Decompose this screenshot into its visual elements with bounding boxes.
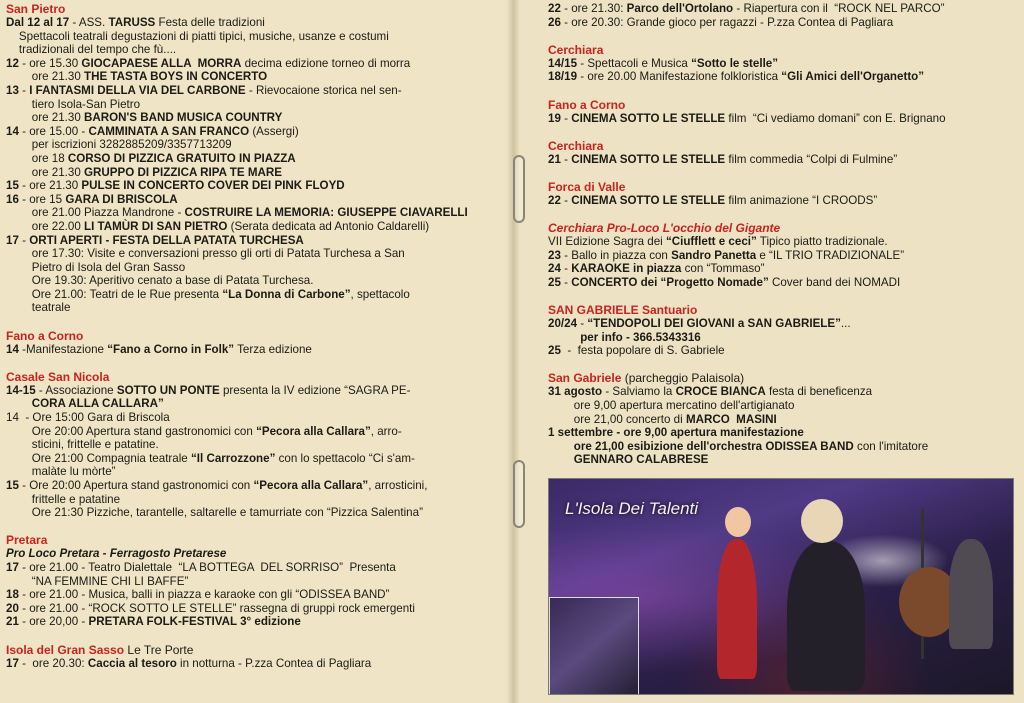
event-text-tail: film commedia “Colpi di Fulmine”	[725, 152, 898, 166]
event-line: Ore 19.30: Aperitivo cenato a base di Patata Turchesa.	[6, 274, 314, 288]
event-highlight: CINEMA SOTTO LE STELLE	[571, 193, 726, 207]
section-title	[548, 43, 1016, 57]
event-date: 21	[548, 152, 561, 166]
event-text: - ore 21.30	[18, 179, 82, 193]
event-text-tail: (Serata dedicata ad Antonio Caldarelli)	[227, 219, 430, 233]
event-line: tradizionali del tempo che fù....	[6, 43, 177, 57]
event-date: 22	[548, 2, 561, 15]
event-text: - ore 15.30	[18, 56, 82, 70]
right-page	[512, 0, 1024, 703]
event-date: 15	[6, 179, 19, 193]
section-title	[548, 221, 1016, 235]
section-title-text: Cerchiara	[548, 138, 604, 153]
event-text: -	[560, 152, 572, 166]
event-line: teatrale	[6, 301, 71, 315]
event-text: -Manifestazione	[18, 342, 108, 356]
section-title	[6, 329, 506, 343]
event-entry	[6, 588, 506, 602]
event-entry	[6, 425, 506, 439]
event-text-tail: con “Tommaso”	[681, 262, 765, 276]
section-title	[6, 2, 506, 16]
event-date: 15	[6, 479, 19, 492]
event-date: 14/15	[548, 56, 578, 70]
event-highlight: “Il Carrozzone”	[190, 451, 276, 465]
event-line: Ore 21:30 Pizziche, tarantelle, saltarelle e tamurriate con “Pizzica Salentina”	[6, 506, 423, 520]
event-date: 17	[6, 233, 19, 247]
event-text: -	[560, 262, 572, 276]
event-text: ore 21.30	[6, 111, 84, 125]
event-text: - Salviamo la	[602, 385, 676, 399]
event-highlight: CAMMINATA A SAN FRANCO	[88, 124, 250, 138]
event-highlight: CINEMA SOTTO LE STELLE	[571, 111, 726, 125]
event-date: 13	[6, 83, 19, 97]
event-highlight: TARUSS	[108, 16, 156, 29]
event-highlight: Parco dell'Ortolano	[626, 2, 734, 15]
event-text: - ore 20.30:	[18, 656, 88, 670]
event-highlight: per info - 366.5343316	[580, 330, 701, 344]
event-date: 19	[548, 111, 561, 125]
event-text: Ore 20:00 Apertura stand gastronomici con	[6, 424, 257, 438]
event-text-tail: Festa delle tradizioni	[155, 16, 265, 29]
event-text: - Ballo in piazza con	[560, 248, 672, 262]
event-entry	[6, 384, 506, 398]
event-date: 26	[548, 15, 561, 29]
event-text: - ore 20,00 -	[18, 615, 89, 629]
section-title-suffix: (parcheggio Palaisola)	[621, 371, 745, 386]
section-title	[548, 180, 1016, 194]
event-entry	[548, 2, 1016, 16]
event-entry	[548, 249, 1016, 263]
event-highlight: “La Donna di Carbone”	[222, 287, 351, 301]
event-text-tail: con lo spettacolo “Ci s'am-	[275, 451, 415, 465]
event-entry	[6, 206, 506, 220]
event-entry	[6, 166, 506, 180]
event-entry	[548, 385, 1016, 399]
section-gap	[548, 166, 1016, 180]
page-fold	[506, 0, 520, 703]
event-entry	[6, 234, 506, 248]
event-entry	[6, 343, 506, 357]
event-highlight: “Pecora alla Callara”	[253, 479, 369, 492]
event-entry	[6, 602, 506, 616]
event-date: 17	[6, 560, 19, 574]
event-highlight: THE TASTA BOYS IN CONCERTO	[84, 70, 268, 84]
event-highlight: “Gli Amici dell'Organetto”	[781, 70, 925, 84]
event-text: - ore 15	[18, 192, 66, 206]
event-line: Pietro di Isola del Gran Sasso	[6, 260, 186, 274]
event-text: ore 21.30	[6, 165, 84, 179]
event-date: 22	[548, 193, 561, 207]
event-line: frittelle e patatine	[6, 492, 121, 506]
event-entry	[548, 276, 1016, 290]
event-text: - ore 21.00 - Teatro Dialettale “LA BOTTEGA DEL SORRISO” Presenta	[18, 560, 396, 574]
event-entry	[548, 57, 1016, 71]
event-date: 20/24	[548, 317, 578, 331]
section-gap	[6, 629, 506, 643]
event-text-tail: con l'imitatore	[853, 439, 929, 453]
section-title-text: Fano a Corno	[548, 97, 626, 112]
event-text: -	[18, 83, 30, 97]
event-highlight: ore 21,00 esibizione dell'orchestra ODISSEA BAND	[573, 439, 854, 453]
section-title-suffix: Le Tre Porte	[124, 642, 194, 657]
event-highlight: BARON'S BAND MUSICA COUNTRY	[84, 111, 283, 125]
event-entry	[548, 317, 1016, 331]
event-entry	[6, 657, 506, 671]
event-text: - ore 21.00 - Musica, balli in piazza e karaoke con gli “ODISSEA BAND”	[18, 588, 390, 602]
event-text: - ore 15.00 -	[18, 124, 89, 138]
event-highlight: CORA ALLA CALLARA”	[31, 397, 164, 411]
event-entry	[548, 344, 1016, 358]
event-text-tail: , arro-	[370, 424, 402, 438]
event-date: 17	[6, 656, 19, 670]
event-highlight: GENNARO CALABRESE	[573, 453, 709, 467]
event-entry	[6, 70, 506, 84]
event-entry	[6, 615, 506, 629]
event-text-tail: - Rievocaione storica nel sen-	[245, 83, 402, 97]
event-highlight: CONCERTO dei “Progetto Nomade”	[571, 275, 769, 289]
event-text-tail: - Riapertura con il “ROCK NEL PARCO”	[733, 2, 945, 15]
event-entry	[548, 235, 1016, 249]
event-line: 14 - Ore 15:00 Gara di Briscola	[6, 411, 170, 425]
section-title-text: Fano a Corno	[6, 328, 84, 343]
event-highlight: GRUPPO DI PIZZICA RIPA TE MARE	[84, 165, 282, 179]
event-highlight: CROCE BIANCA	[675, 385, 766, 399]
event-highlight: “TENDOPOLI DEI GIOVANI a SAN GABRIELE”	[587, 317, 841, 331]
section-gap	[548, 125, 1016, 139]
event-text: ore 22.00	[6, 219, 84, 233]
section-title	[548, 139, 1016, 153]
child-head	[725, 507, 751, 537]
staple-top	[513, 155, 525, 223]
section-gap	[548, 290, 1016, 304]
event-highlight: - ore 9,00 apertura manifestazione	[613, 426, 804, 440]
event-entry	[548, 112, 1016, 126]
event-entry	[548, 16, 1016, 30]
event-highlight: Caccia al tesoro	[87, 656, 177, 670]
staple-bottom	[513, 460, 525, 528]
event-entry	[6, 84, 506, 98]
event-entry	[6, 179, 506, 193]
event-date: 24	[548, 262, 561, 276]
event-text: - Associazione	[35, 383, 117, 397]
event-highlight: GARA DI BRISCOLA	[65, 192, 178, 206]
photo-caption: L'Isola Dei Talenti	[565, 499, 699, 518]
event-text-tail: presenta la IV edizione “SAGRA PE-	[219, 383, 411, 397]
event-text: -	[560, 193, 572, 207]
event-entry	[548, 262, 1016, 276]
section-title	[6, 370, 506, 384]
event-line: ore 9,00 apertura mercatino dell'artigianato	[548, 399, 795, 413]
event-date: 14	[6, 342, 19, 356]
section-gap	[548, 84, 1016, 98]
event-entry	[6, 152, 506, 166]
event-line: tiero Isola-San Pietro	[6, 97, 141, 111]
event-highlight: PULSE IN CONCERTO COVER DEI PINK FLOYD	[81, 179, 345, 193]
event-text: - Spettacoli e Musica	[577, 56, 692, 70]
event-highlight: “Pecora alla Callara”	[256, 424, 371, 438]
section-subtitle: Pro Loco Pretara - Ferragosto Pretarese	[6, 547, 227, 561]
event-text: -	[560, 275, 572, 289]
child-figure	[717, 539, 757, 679]
event-entry	[548, 426, 1016, 440]
event-date: 31 agosto	[548, 385, 603, 399]
event-photo	[548, 478, 1014, 695]
event-text: - ASS.	[69, 16, 109, 29]
event-text: ore 18	[6, 151, 68, 165]
section-gap	[6, 356, 506, 370]
event-entry	[6, 561, 506, 575]
section-title-text: Casale San Nicola	[6, 369, 110, 384]
event-text-tail: film “Ci vediamo domani” con E. Brignano	[725, 111, 946, 125]
event-text-tail: Terza edizione	[234, 342, 312, 356]
event-text	[548, 453, 574, 466]
event-text: Ore 21:00 Compagnia teatrale	[6, 451, 191, 465]
event-text-tail: Tipico piatto tradizionale.	[756, 235, 888, 249]
event-highlight: ORTI APERTI - FESTA DELLA PATATA TURCHESA	[29, 233, 304, 247]
event-entry	[6, 57, 506, 71]
event-highlight: CORSO DI PIZZICA GRATUITO IN PIAZZA	[67, 151, 296, 165]
event-highlight: I FANTASMI DELLA VIA DEL CARBONE	[29, 83, 246, 97]
event-text-tail: , spettacolo	[350, 287, 410, 301]
event-entry	[6, 111, 506, 125]
section-title-text: Forca di Valle	[548, 179, 626, 194]
event-text: ore 21.30	[6, 70, 84, 84]
section-gap	[548, 358, 1016, 372]
event-entry	[6, 397, 506, 411]
event-date: 1 settembre	[548, 426, 614, 440]
event-text-tail: film animazione “I CROODS”	[725, 193, 878, 207]
event-highlight: “Sotto le stelle”	[691, 56, 779, 70]
event-text: - ore 21.00 - “ROCK SOTTO LE STELLE” rassegna di gruppi rock emergenti	[18, 601, 415, 615]
event-entry	[548, 70, 1016, 84]
event-date: 20	[6, 601, 19, 615]
section-title	[548, 303, 1016, 317]
event-highlight: CINEMA SOTTO LE STELLE	[571, 152, 726, 166]
event-line: sticini, frittelle e patatine.	[6, 438, 159, 452]
section-title-text: SAN GABRIELE Santuario	[548, 303, 698, 318]
event-entry	[6, 16, 506, 30]
event-entry	[6, 479, 506, 493]
event-highlight: GIOCAPAESE ALLA MORRA	[81, 56, 242, 70]
event-highlight: LI TAMÙR DI SAN PIETRO	[84, 219, 228, 233]
left-column	[6, 2, 506, 670]
event-entry	[548, 194, 1016, 208]
section-gap	[548, 208, 1016, 222]
section-title-text: Pretara	[6, 533, 48, 548]
inset-photo	[549, 597, 639, 695]
event-text: VII Edizione Sagra dei	[548, 235, 666, 249]
event-text-tail: Cover band dei NOMADI	[768, 275, 901, 289]
section-title-text: San Pietro	[6, 2, 66, 16]
event-text	[548, 440, 574, 453]
section-title	[6, 533, 506, 547]
event-text	[548, 331, 580, 344]
section-gap	[548, 29, 1016, 43]
event-text-tail: decima edizione torneo di morra	[241, 56, 411, 70]
section-title-text: Cerchiara Pro-Loco L'occhio del Gigante	[548, 221, 781, 236]
event-entry	[6, 193, 506, 207]
event-entry	[6, 288, 506, 302]
event-date: 23	[548, 248, 561, 262]
event-entry	[548, 453, 1016, 467]
event-date: 16	[6, 192, 19, 206]
event-entry	[548, 331, 1016, 345]
musician-figure	[949, 539, 993, 649]
event-highlight: SOTTO UN PONTE	[116, 383, 220, 397]
event-line: “NA FEMMINE CHI LI BAFFE”	[6, 574, 189, 588]
event-date: 12	[6, 56, 19, 70]
event-entry	[548, 413, 1016, 427]
event-text-tail: , arrosticini,	[368, 479, 428, 492]
event-text: ore 21.00 Piazza Mandrone -	[6, 206, 185, 220]
event-text-tail: e “IL TRIO TRADIZIONALE”	[756, 248, 905, 262]
event-text: -	[18, 233, 30, 247]
event-highlight: “Fano a Corno in Folk”	[107, 342, 235, 356]
event-entry	[548, 153, 1016, 167]
event-entry	[6, 125, 506, 139]
event-entry	[6, 452, 506, 466]
event-date: 21	[6, 615, 19, 629]
event-text	[6, 397, 32, 410]
section-gap	[6, 520, 506, 534]
event-date: 25	[548, 275, 561, 289]
event-date: 14	[6, 124, 19, 138]
event-text-tail: festa di beneficenza	[765, 385, 873, 399]
right-column	[548, 2, 1016, 467]
event-highlight: PRETARA FOLK-FESTIVAL 3° edizione	[88, 615, 301, 629]
event-text: - Ore 20:00 Apertura stand gastronomici con	[18, 479, 254, 492]
section-gap	[6, 315, 506, 329]
event-text: - ore 20.00 Manifestazione folkloristica	[577, 70, 782, 84]
event-text: - festa popolare di S. Gabriele	[560, 344, 725, 358]
event-text: -	[560, 111, 572, 125]
section-title-text: Isola del Gran Sasso	[6, 642, 125, 657]
event-entry	[6, 220, 506, 234]
section-title	[6, 643, 506, 657]
event-text: - ore 20.30: Grande gioco per ragazzi - P.zza Contea di Pagliara	[560, 15, 894, 29]
event-date: 18	[6, 588, 19, 602]
event-line: ore 17.30: Visite e conversazioni presso gli orti di Patata Turchesa a San	[6, 247, 405, 261]
event-date: 18/19	[548, 70, 578, 84]
event-text: Ore 21.00: Teatri de le Rue presenta	[6, 287, 223, 301]
event-date: Dal 12 al 17	[6, 16, 70, 29]
event-text-tail: ...	[840, 317, 851, 331]
event-text: -	[577, 317, 588, 331]
section-title-text: San Gabriele	[548, 371, 622, 386]
event-entry	[548, 440, 1016, 454]
section-title	[548, 371, 1016, 385]
event-line: malàte lu mòrte”	[6, 465, 116, 479]
performer-figure	[787, 541, 865, 691]
event-text: ore 21,00 concerto di	[548, 412, 686, 426]
event-text: - ore 21.30:	[560, 2, 627, 15]
event-highlight: Sandro Panetta	[671, 248, 757, 262]
event-line: Spettacoli teatrali degustazioni di piatti tipici, musiche, usanze e costumi	[6, 29, 389, 43]
section-title-text: Cerchiara	[548, 42, 604, 57]
event-date: 14-15	[6, 383, 36, 397]
event-line: per iscrizioni 3282885209/3357713209	[6, 138, 232, 152]
event-text-tail: in notturna - P.zza Contea di Pagliara	[176, 656, 372, 670]
event-text-tail: (Assergi)	[249, 124, 299, 138]
event-highlight: “Ciufflett e ceci”	[665, 235, 757, 249]
section-title	[548, 98, 1016, 112]
event-date: 25	[548, 344, 561, 358]
event-highlight: MARCO MASINI	[685, 412, 777, 426]
event-highlight: KARAOKE in piazza	[571, 262, 682, 276]
event-highlight: COSTRUIRE LA MEMORIA: GIUSEPPE CIAVARELLI	[184, 206, 468, 220]
performer-head	[801, 499, 843, 543]
